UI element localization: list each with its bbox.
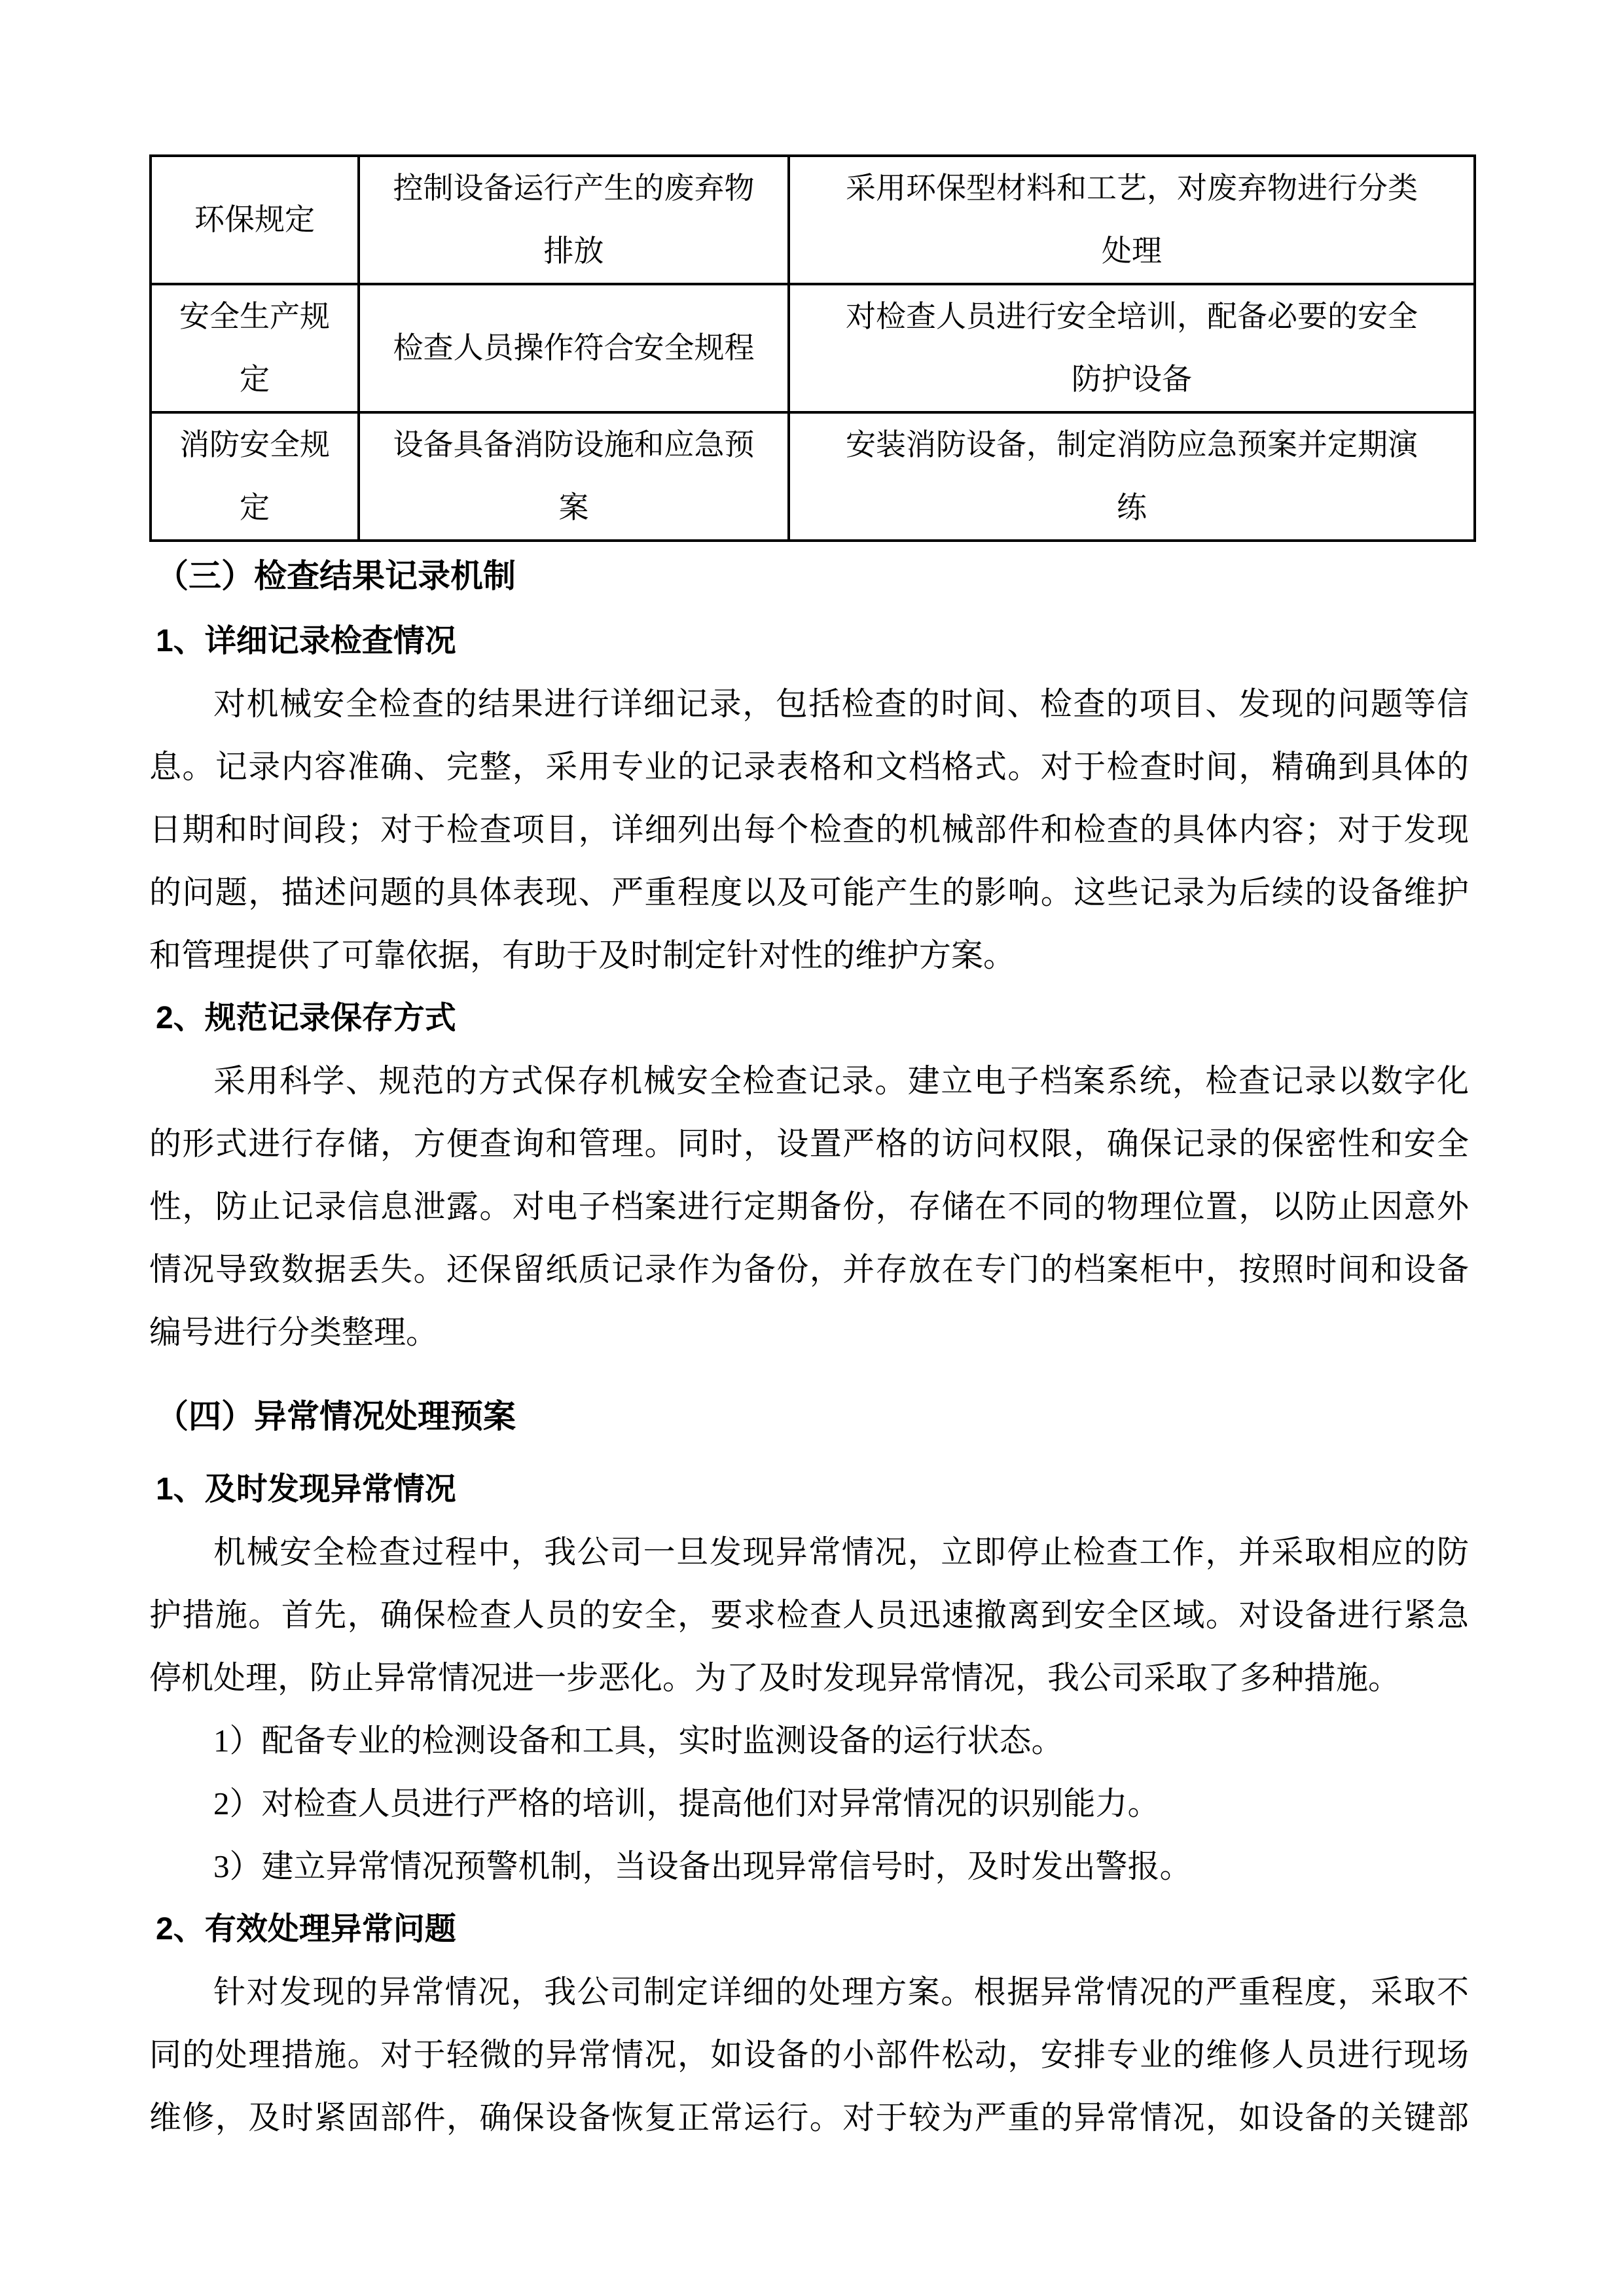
cell-text-line: 检查人员操作符合安全规程 bbox=[393, 331, 755, 365]
table-cell bbox=[789, 412, 1475, 541]
list-item: 2）对检查人员进行严格的培训，提高他们对异常情况的识别能力。 bbox=[213, 1785, 1160, 1821]
cell-text-line: 定 bbox=[240, 491, 270, 524]
table-row bbox=[151, 412, 1475, 541]
table-cell bbox=[151, 156, 359, 284]
text-line: 采用科学、规范的方式保存机械安全检查记录。建立电子档案系统，检查记录以数字化 bbox=[213, 1063, 1469, 1099]
cell-text-line: 安全生产规 bbox=[179, 300, 330, 333]
cell-text-line: 安装消防设备，制定消防应急预案并定期演 bbox=[846, 428, 1418, 461]
sub-heading: 2、规范记录保存方式 bbox=[156, 1001, 456, 1035]
text-line: 针对发现的异常情况，我公司制定详细的处理方案。根据异常情况的严重程度，采取不 bbox=[213, 1974, 1469, 2010]
cell-text-line: 防护设备 bbox=[1072, 363, 1192, 396]
cell-text-line: 定 bbox=[240, 363, 270, 396]
table-cell bbox=[151, 412, 359, 541]
sub-heading: 1、及时发现异常情况 bbox=[156, 1472, 456, 1507]
cell-text-line: 设备具备消防设施和应急预 bbox=[393, 428, 755, 461]
sub-heading: 1、详细记录检查情况 bbox=[156, 624, 456, 658]
paragraph bbox=[149, 1521, 1469, 1710]
list-item: 1）配备专业的检测设备和工具，实时监测设备的运行状态。 bbox=[213, 1723, 1064, 1759]
text-line: 维修，及时紧固部件，确保设备恢复正常运行。对于较为严重的异常情况，如设备的关键部 bbox=[149, 2100, 1469, 2136]
text-line: 机械安全检查过程中，我公司一旦发现异常情况，立即停止检查工作，并采取相应的防 bbox=[213, 1534, 1469, 1570]
table-cell bbox=[359, 156, 789, 284]
table-cell bbox=[359, 284, 789, 412]
text-line: 对机械安全检查的结果进行详细记录，包括检查的时间、检查的项目、发现的问题等信 bbox=[213, 686, 1469, 722]
section-heading: （三）检查结果记录机制 bbox=[156, 558, 516, 594]
cell-text-line: 处理 bbox=[1102, 234, 1162, 268]
table-cell bbox=[151, 284, 359, 412]
list-item: 3）建立异常情况预警机制，当设备出现异常信号时，及时发出警报。 bbox=[213, 1848, 1192, 1884]
text-line: 的形式进行存储，方便查询和管理。同时，设置严格的访问权限，确保记录的保密性和安全 bbox=[149, 1126, 1469, 1162]
table-cell bbox=[789, 156, 1475, 284]
text-line: 停机处理，防止异常情况进一步恶化。为了及时发现异常情况，我公司采取了多种措施。 bbox=[149, 1660, 1401, 1696]
text-line: 情况导致数据丢失。还保留纸质记录作为备份，并存放在专门的档案柜中，按照时间和设备 bbox=[149, 1251, 1469, 1287]
paragraph bbox=[149, 673, 1469, 987]
document-body bbox=[149, 542, 1469, 2149]
text-line: 性，防止记录信息泄露。对电子档案进行定期备份，存储在不同的物理位置，以防止因意外 bbox=[149, 1189, 1469, 1225]
cell-text-line: 环保规定 bbox=[194, 203, 315, 236]
paragraph bbox=[149, 1050, 1469, 1364]
cell-text-line: 练 bbox=[1117, 491, 1147, 524]
text-line: 日期和时间段；对于检查项目，详细列出每个检查的机械部件和检查的具体内容；对于发现 bbox=[149, 812, 1469, 848]
table-row bbox=[151, 284, 1475, 412]
regulations-table-body bbox=[151, 156, 1475, 541]
cell-text-line: 案 bbox=[558, 491, 589, 524]
text-line: 护措施。首先，确保检查人员的安全，要求检查人员迅速撤离到安全区域。对设备进行紧急 bbox=[149, 1597, 1469, 1633]
cell-text-line: 消防安全规 bbox=[179, 428, 330, 461]
table-cell bbox=[789, 284, 1475, 412]
text-line: 和管理提供了可靠依据，有助于及时制定针对性的维护方案。 bbox=[149, 937, 1016, 973]
regulations-table bbox=[149, 154, 1476, 542]
paragraph bbox=[149, 1961, 1469, 2149]
sub-heading: 2、有效处理异常问题 bbox=[156, 1912, 456, 1946]
table-cell bbox=[359, 412, 789, 541]
text-line: 的问题，描述问题的具体表现、严重程度以及可能产生的影响。这些记录为后续的设备维护 bbox=[149, 874, 1469, 910]
text-line: 编号进行分类整理。 bbox=[149, 1314, 439, 1350]
table-row bbox=[151, 156, 1475, 284]
cell-text-line: 控制设备运行产生的废弃物 bbox=[393, 171, 755, 205]
section-heading: （四）异常情况处理预案 bbox=[156, 1398, 516, 1435]
cell-text-line: 对检查人员进行安全培训，配备必要的安全 bbox=[846, 300, 1418, 333]
cell-text-line: 采用环保型材料和工艺，对废弃物进行分类 bbox=[846, 171, 1418, 205]
text-line: 同的处理措施。对于轻微的异常情况，如设备的小部件松动，安排专业的维修人员进行现场 bbox=[149, 2037, 1469, 2073]
text-line: 息。记录内容准确、完整，采用专业的记录表格和文档格式。对于检查时间，精确到具体的 bbox=[149, 749, 1469, 785]
cell-text-line: 排放 bbox=[543, 234, 604, 268]
